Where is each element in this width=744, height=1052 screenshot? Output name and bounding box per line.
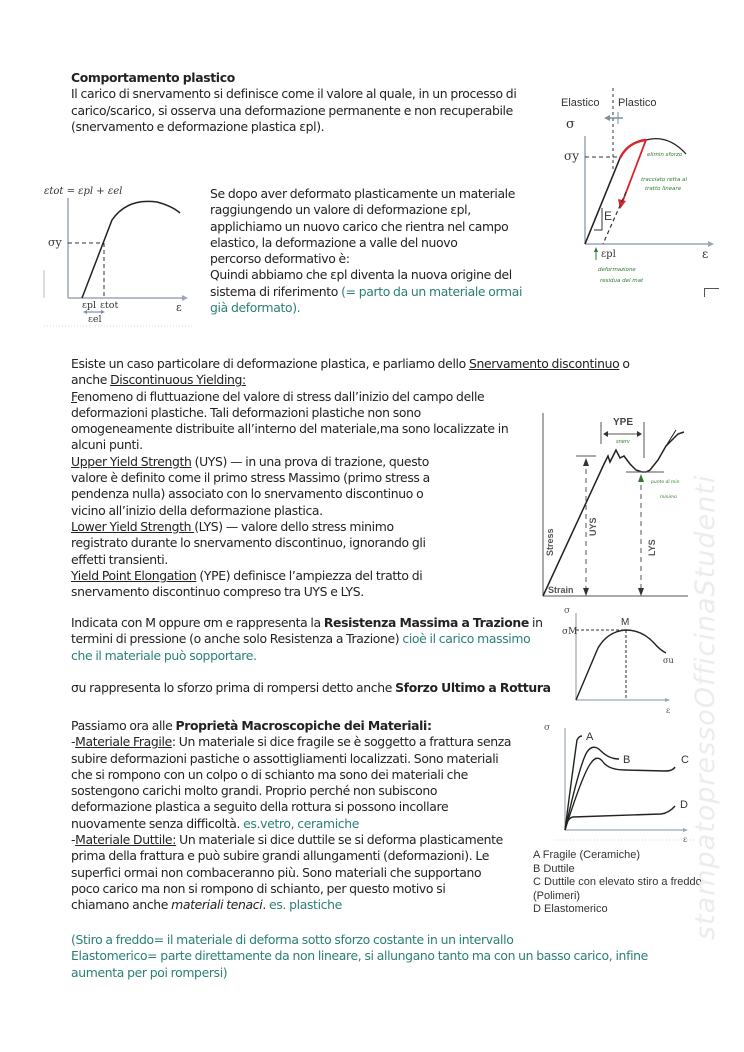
curve-label-d: D: [680, 799, 688, 811]
strain-formula: εtot = εpl + εel: [44, 186, 123, 197]
curve-label-a: A: [586, 731, 594, 743]
paragraph-line: subire deformazioni pastiche o assottigliamenti localizzati. Sono materiali: [71, 750, 499, 766]
text-span: Passiamo ora alle: [71, 718, 176, 733]
spacer: [71, 664, 551, 680]
text-span: .: [262, 897, 270, 913]
section-title: Comportamento plastico: [71, 70, 235, 85]
handwritten-note: deformazione: [598, 267, 636, 273]
text-span: in: [528, 615, 543, 630]
paragraph-line: prima della frattura e può subire grandi allungamenti (deformazioni). Le: [71, 848, 489, 864]
legend-item: C Duttile con elevato stiro a freddo: [533, 876, 702, 888]
text-span: sistema di riferimento: [210, 283, 342, 299]
handwritten-note: punto di min: [651, 480, 680, 485]
paragraph-line: [71, 816, 531, 832]
text-span: chiamano anche: [71, 897, 172, 913]
text-span: Un materiale si dice duttile se si deforma plasticamente: [176, 832, 503, 848]
modulus-e-label: E: [604, 209, 613, 223]
paragraph-line: (snervamento e deformazione plastica εpl).: [71, 118, 325, 134]
section-macroscopic-properties: [71, 718, 531, 914]
text-span: termini di pressione (o anche solo Resistenza a Trazione): [71, 631, 403, 647]
paragraph-line: che si rompono con un colpo o di schianto ma sono dei materiali che: [71, 766, 468, 782]
handwritten-note: tratto lineare: [645, 186, 682, 192]
paragraph-line: [71, 356, 651, 372]
epsilon-label: ε: [666, 706, 671, 713]
paragraph-line: [71, 372, 651, 388]
section-heading: Proprietà Macroscopiche dei Materiali:: [175, 718, 432, 733]
paragraph-line: pendenza nulla) associato con lo snervamento discontinuo o: [71, 486, 424, 502]
paragraph-line: alcuni punti.: [71, 437, 143, 453]
sigma-y-label: σy: [564, 149, 579, 163]
handwritten-note: tracciato retta al: [641, 177, 687, 183]
figure-total-strain: [42, 180, 197, 330]
text-span: (UYS) — in una prova di trazione, questo: [191, 453, 430, 469]
note-line: (Stiro a freddo= il materiale di deforma sotto sforzo costante in un intervallo: [71, 932, 514, 947]
paragraph-line: sostengono carichi molto grandi. Proprio perché non subiscono: [71, 783, 438, 799]
paragraph-line: [71, 389, 651, 405]
sigma-label: σ: [564, 606, 571, 616]
text-span: -: [71, 734, 76, 750]
paragraph-line: elastico, la deformazione a valle del nuovo: [210, 234, 458, 250]
text-span: F: [71, 388, 78, 404]
note-line: Elastomerico= parte direttamente da non lineare, si allungano tanto ma con un basso carico, infine: [71, 948, 648, 964]
term-ype: Yield Point Elongation: [71, 567, 197, 583]
text-span: Esiste un caso particolare di deformazione plastica, e parliamo dello: [71, 356, 469, 371]
paragraph-line: Il carico di snervamento si definisce come il valore al quale, in un processo di: [71, 86, 517, 102]
paragraph-line: poco carico ma non si rompono di schianto, per questo motivo si: [71, 880, 446, 896]
figure-max-tensile-strength: [560, 603, 690, 713]
term-sforzo-ultimo: Sforzo Ultimo a Rottura: [395, 679, 551, 695]
term-materiale-duttile: Materiale Duttile:: [75, 832, 177, 848]
sigma-label: σ: [544, 723, 551, 733]
curve-label-b: B: [623, 754, 631, 766]
text-span: nuovamente senza difficoltà.: [71, 815, 244, 831]
annotation-text: cioè il carico massimo: [402, 631, 531, 647]
paragraph-line: registrato durante lo snervamento discontinuo, ignorando gli: [71, 535, 426, 551]
page-corner-mark: [704, 288, 719, 297]
plastico-label: Plastico: [618, 97, 657, 109]
watermark: stampatopressoOfficinaStudenti: [690, 474, 721, 940]
text-span: σu rappresenta lo sforzo prima di rompersi detto anche: [71, 679, 396, 695]
term-materiali-tenaci: materiali tenaci: [171, 897, 263, 913]
paragraph-line: applichiamo un nuovo carico che rientra nel campo: [210, 218, 509, 234]
paragraph-line: deformazione plastica a seguito della rottura si possono incollare: [71, 799, 449, 815]
term-resistenza-massima: Resistenza Massima a Trazione: [323, 615, 529, 630]
paragraph-line: Quindi abbiamo che εpl diventa la nuova origine del: [210, 267, 512, 283]
term-materiale-fragile: Materiale Fragile: [75, 734, 172, 750]
annotation-text: che il materiale può sopportare.: [71, 647, 257, 663]
term-uys: Upper Yield Strength: [71, 453, 192, 469]
legend-item: D Elastomerico: [533, 903, 608, 915]
section-max-tensile-strength: [71, 615, 551, 696]
note-line: aumenta per poi rompersi): [71, 964, 228, 980]
elastico-label: Elastico: [561, 97, 600, 109]
legend-item: B Duttile: [533, 862, 575, 875]
eps-pl-label: εpl: [601, 249, 616, 260]
paragraph-line: vicino all’inizio della deformazione plastica.: [71, 502, 323, 518]
eps-tot-label: εtot: [100, 300, 119, 311]
legend-item: A Fragile (Ceramiche): [533, 849, 640, 861]
epsilon-label: ε: [702, 247, 709, 261]
annotation-text: già deformato).: [210, 300, 301, 316]
eps-pl-label: εpl: [82, 300, 97, 311]
text-span: -: [71, 832, 76, 848]
paragraph-line: effetti transienti.: [71, 551, 168, 567]
paragraph-line: snervamento discontinuo compreso tra UYS e LYS.: [71, 584, 364, 600]
paragraph-line: valore è definito come il primo stress Massimo (primo stress a: [71, 470, 430, 486]
uys-label: UYS: [588, 517, 598, 536]
paragraph-line: [71, 897, 531, 913]
paragraph-line: [71, 734, 531, 750]
handwritten-note: elimin sforzo: [647, 152, 683, 158]
epsilon-label: ε: [176, 301, 182, 314]
stress-axis-label: Stress: [545, 528, 555, 556]
term-snervamento-discontinuo: Snervamento discontinuo: [468, 356, 620, 371]
annotation-text: (= parto da un materiale ormai: [341, 283, 523, 299]
text-span: o: [619, 356, 630, 371]
legend-item: (Polimeri): [533, 889, 581, 902]
text-span: : Un materiale si dice fragile se è soggetto a frattura senza: [171, 734, 512, 750]
paragraph-line: [71, 631, 551, 647]
handwritten-note: snerv: [616, 439, 630, 445]
paragraph-line: [71, 680, 551, 696]
text-span: (YPE) definisce l’ampiezza del tratto di: [196, 567, 423, 583]
paragraph-line: [71, 832, 531, 848]
epsilon-label: ε: [683, 835, 688, 843]
term-lys: Lower Yield Strength: [71, 518, 195, 534]
sigma-u-label: σu: [663, 656, 674, 665]
lys-label: LYS: [647, 539, 657, 556]
text-span: Indicata con M oppure σm e rappresenta la: [71, 615, 324, 630]
sigma-m-label: σM: [562, 627, 578, 637]
sigma-label: σ: [566, 117, 575, 132]
sigma-y-label: σy: [48, 236, 62, 249]
figure-discontinuous-yielding: [538, 408, 698, 600]
notes-paragraph: [71, 932, 671, 981]
section-reloading-text: [210, 186, 540, 316]
eps-el-label: εel: [88, 314, 102, 325]
section-comportamento-plastico: [71, 70, 541, 135]
paragraph-line: Se dopo aver deformato plasticamente un materiale: [210, 186, 516, 201]
text-span: enomeno di fluttuazione del valore di stress dall’inizio del campo delle: [77, 388, 485, 404]
paragraph-line: [71, 615, 551, 631]
m-label: M: [621, 617, 630, 628]
paragraph-line: superfici ormai non combaceranno più. Sono materiali che supportano: [71, 864, 482, 880]
strain-axis-label: Strain: [548, 585, 574, 595]
paragraph-line: [71, 718, 531, 734]
paragraph-line: deformazioni plastiche. Tali deformazioni plastiche non sono: [71, 404, 421, 420]
paragraph-line: omogeneamente distribuite all’interno del materiale,ma sono localizzate in: [71, 421, 509, 437]
figure-elastic-plastic-unloading: [558, 88, 718, 288]
curve-label-c: C: [681, 754, 689, 766]
paragraph-line: [210, 284, 540, 300]
handwritten-note: residua del mat: [600, 278, 644, 284]
example-text: es. plastiche: [269, 897, 342, 913]
paragraph-line: percorso deformativo è:: [210, 251, 350, 267]
text-span: (LYS) — valore dello stress minimo: [194, 518, 394, 534]
figure-material-curves: [535, 718, 710, 843]
paragraph-line: carico/scarico, si osserva una deformazione permanente e non recuperabile: [71, 102, 513, 118]
term-discontinuous-yielding: Discontinuous Yielding:: [110, 372, 246, 388]
handwritten-note: minimo: [660, 495, 677, 500]
example-text: es.vetro, ceramiche: [243, 815, 360, 831]
text-span: anche: [71, 372, 111, 388]
paragraph-line: raggiungendo un valore di deformazione εpl,: [210, 202, 471, 218]
ype-label: YPE: [613, 417, 634, 428]
